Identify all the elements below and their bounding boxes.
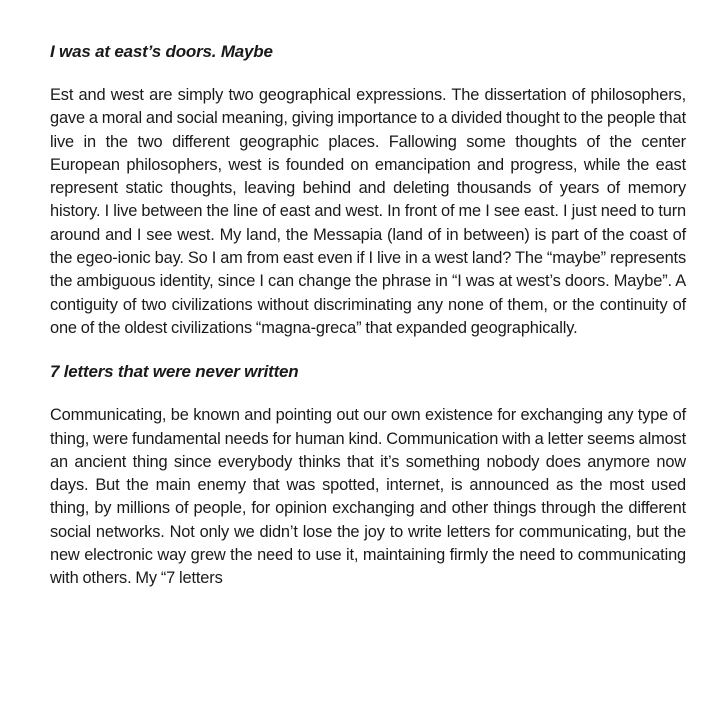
section-body-east-doors: Est and west are simply two geographical expressions. The dissertation of philosophers, gave a moral and social meaning, giving importance to a divided thought to the people that live in the two different geographic places. Fallowing some thoughts of the center European philosophers, west is founded on emancipation and progress, while the east represent static thoughts, leaving behind and deleting thousands of years of memory history. I live between the line of east and west. In front of me I see east. I just need to turn around and I see west. My land, the Messapia (land of in between) is part of the coast of the egeo-ionic bay. So I am from east even if I live in a west land? The “maybe” represents the ambiguous identity, since I can change the phrase in “I was at west’s doors. Maybe”. A contiguity of two civilizations without discriminating any none of them, or the continuity of one of the oldest civilizations “magna-greca” that expanded geographically. — [50, 86, 686, 337]
section-title-east-doors: I was at east’s doors. Maybe — [50, 42, 273, 61]
section-body-seven-letters: Communicating, be known and pointing out our own existence for exchanging any type of thing, were fundamental needs for human kind. Communication with a letter seems almost an ancient thing since everybody thinks that it’s something nobody does anymore now days. But the main enemy that was spotted, internet, is announced as the most used thing, by millions of people, for opinion exchanging and other things through the different social networks. Not only we didn’t lose the joy to write letters for communicating, but the new electronic way grew the need to use it, maintaining firmly the need to communicating with others. My “7 letters — [50, 406, 686, 588]
section-title-seven-letters: 7 letters that were never written — [50, 362, 299, 382]
